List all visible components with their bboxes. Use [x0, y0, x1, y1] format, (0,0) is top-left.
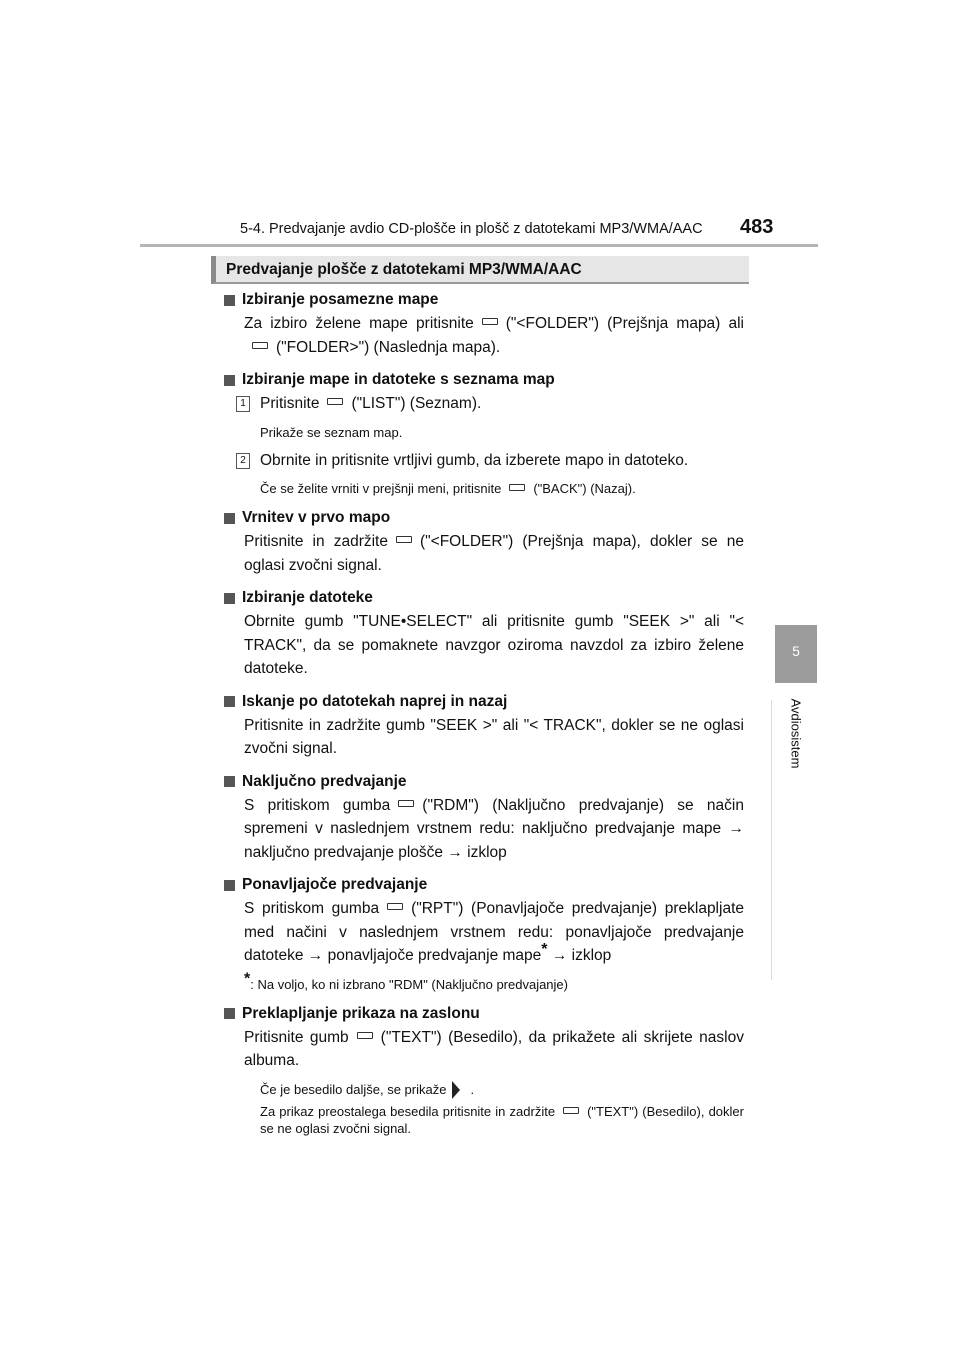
heading-select-folder: Izbiranje posamezne mape [224, 288, 744, 312]
footnote-marker: * [541, 940, 548, 958]
button-icon [327, 398, 343, 405]
content [224, 288, 744, 1137]
button-icon [387, 903, 403, 910]
paragraph: Za izbiro želene mape pritisnite ("<FOLDER") (Prejšnja mapa) ali("FOLDER>") (Naslednja mapa). [244, 315, 744, 356]
button-icon [482, 318, 498, 325]
paragraph: Pritisnite in zadržite ("<FOLDER") (Prejšnja mapa), dokler se ne oglasi zvočni signal. [244, 533, 744, 574]
button-icon [396, 536, 412, 543]
header-rule [140, 244, 818, 247]
step-number: 2 [236, 453, 250, 469]
heading-random: Naključno predvajanje [224, 770, 744, 794]
button-icon [509, 484, 525, 491]
bullet-square-icon [224, 776, 235, 787]
page-number: 483 [740, 216, 774, 238]
bullet-square-icon [224, 375, 235, 386]
button-icon [357, 1032, 373, 1039]
heading-select-file: Izbiranje datoteke [224, 586, 744, 610]
paragraph: S pritiskom gumba ("RPT") (Ponavljajoče predvajanje) preklapljate med načini v naslednjem vrstnem redu: ponavljajoče predvajanje datoteke → ponavljajoče predvajanje mape* → izklop [244, 900, 744, 964]
paragraph: Pritisnite gumb ("TEXT") (Besedilo), da prikažete ali skrijete naslov albuma. [244, 1028, 744, 1069]
bullet-square-icon [224, 880, 235, 891]
bullet-square-icon [224, 1008, 235, 1019]
heading-display: Preklapljanje prikaza na zaslonu [224, 1002, 744, 1026]
note: Za prikaz preostalega besedila pritisnite in zadržite ("TEXT") (Besedilo), dokler se ne oglasi zvočni signal. [260, 1104, 744, 1137]
heading-folder-list: Izbiranje mape in datoteke s seznama map [224, 368, 744, 392]
section-title: Predvajanje plošče z datotekami MP3/WMA/AAC [226, 261, 582, 278]
note: Če je besedilo daljše, se prikaže . [260, 1081, 744, 1100]
section-title-bar [211, 256, 749, 284]
chapter-number: 5 [792, 643, 800, 659]
scroll-arrow-icon [452, 1081, 460, 1099]
bullet-square-icon [224, 295, 235, 306]
paragraph: S pritiskom gumba ("RDM") (Naključno predvajanje) se način spremeni v naslednjem vrstnem redu: naključno predvajanje mape → naključno predvajanje plošče → izklop [244, 796, 744, 861]
bullet-square-icon [224, 696, 235, 707]
bullet-square-icon [224, 593, 235, 604]
note: Če se želite vrniti v prejšnji meni, pritisnite ("BACK") (Nazaj). [260, 481, 636, 496]
chapter-label: Avdiosistem [788, 698, 804, 769]
heading-first-folder: Vrnitev v prvo mapo [224, 506, 744, 530]
button-icon [252, 342, 268, 349]
button-icon [398, 800, 414, 807]
paragraph: Obrnite gumb "TUNE•SELECT" ali pritisnite gumb "SEEK >" ali "< TRACK", da se pomaknete navzgor oziroma navzdol za izbiro želene datoteke. [244, 613, 744, 677]
side-rule [771, 700, 772, 980]
step-number: 1 [236, 396, 250, 412]
step-2: 2 Obrnite in pritisnite vrtljivi gumb, da izberete mapo in datoteko. [236, 449, 744, 473]
running-header: 5-4. Predvajanje avdio CD-plošče in plošč z datotekami MP3/WMA/AAC [240, 221, 703, 237]
paragraph: Pritisnite in zadržite gumb "SEEK >" ali "< TRACK", dokler se ne oglasi zvočni signal. [244, 716, 744, 757]
chapter-tab [775, 625, 817, 683]
bullet-square-icon [224, 513, 235, 524]
note: Prikaže se seznam map. [260, 424, 403, 440]
heading-repeat: Ponavljajoče predvajanje [224, 873, 744, 897]
footnote: *: Na voljo, ko ni izbrano "RDM" (Naključno predvajanje) [244, 970, 568, 992]
heading-seek: Iskanje po datotekah naprej in nazaj [224, 690, 744, 714]
button-icon [563, 1107, 579, 1114]
step-1: 1 Pritisnite ("LIST") (Seznam). [236, 392, 744, 416]
